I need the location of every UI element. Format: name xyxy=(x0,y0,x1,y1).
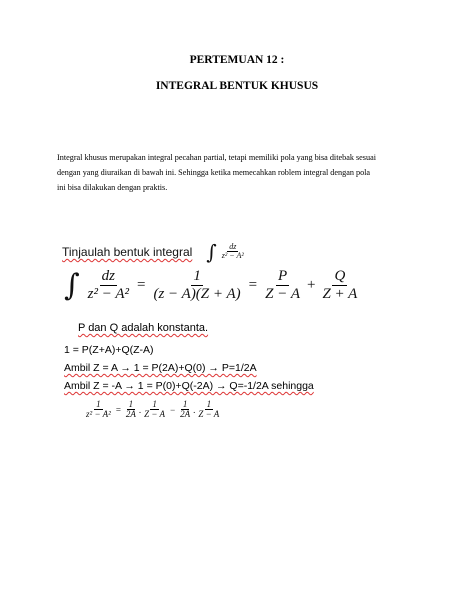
integral-sign: ∫ xyxy=(206,240,217,264)
integral-sign: ∫ xyxy=(64,268,80,303)
fraction-numerator: 1 xyxy=(206,399,212,409)
final-equation xyxy=(84,400,221,420)
p-fraction xyxy=(263,269,302,302)
equals-sign: = xyxy=(115,405,121,416)
tinjau-line xyxy=(62,240,246,264)
fraction-denominator: 2A xyxy=(125,409,136,420)
fraction-numerator: Q xyxy=(334,267,346,284)
coef-fraction xyxy=(124,400,138,420)
equation-line-1: 1 = P(Z+A)+Q(Z-A) xyxy=(64,344,154,356)
equation-line-2 xyxy=(64,362,257,374)
fraction-numerator: 1 xyxy=(193,267,201,284)
page-title: PERTEMUAN 12 : xyxy=(189,54,285,66)
fraction-denominator: z² − A² xyxy=(86,409,111,420)
dot-operator: . xyxy=(138,405,142,416)
q-fraction xyxy=(320,269,359,302)
page-subtitle: INTEGRAL BENTUK KHUSUS xyxy=(155,80,319,92)
main-equation xyxy=(64,268,359,303)
pq-constant-line xyxy=(78,322,208,334)
minus-sign: − xyxy=(170,405,176,416)
term-fraction xyxy=(196,400,221,420)
intro-line: dengan yang diuraikan di bawah ini. Sehingga ketika memecahkan roblem integral dengan pola xyxy=(57,168,371,178)
equals-sign: = xyxy=(248,277,258,293)
coef-fraction xyxy=(178,400,192,420)
line-text: Ambil Z = A → 1 = P(2A)+Q(0) → P=1/2A xyxy=(64,362,257,374)
equals-sign: = xyxy=(137,277,146,293)
term-fraction xyxy=(142,400,167,420)
fraction-denominator: Z − A xyxy=(198,409,220,420)
intro-line: ini bisa dilakukan dengan praktis. xyxy=(57,183,168,193)
fraction-numerator: 1 xyxy=(152,399,157,409)
dot-operator: . xyxy=(193,405,196,416)
lhs-fraction xyxy=(84,400,113,420)
equation-line-3 xyxy=(64,380,314,392)
fraction-denominator: z² − A² xyxy=(87,285,129,302)
fraction-numerator: dz xyxy=(229,241,237,251)
fraction-numerator: 1 xyxy=(96,399,101,409)
fraction-denominator: Z − A xyxy=(144,409,166,420)
intro-line: Integral khusus merupakan integral pecahan partial, tetapi memiliki pola yang bisa ditebak sesuai xyxy=(57,153,376,162)
fraction-denominator: Z − A xyxy=(265,285,300,302)
tinjau-label: Tinjaulah bentuk integral xyxy=(62,245,193,259)
fraction-denominator: (z − A)(Z + A) xyxy=(153,285,241,302)
fraction-numerator: 1 xyxy=(182,399,188,409)
fraction-numerator: P xyxy=(277,267,288,284)
line-text: Ambil Z = -A → 1 = P(0)+Q(-2A) → Q=-1/2A sehingga xyxy=(64,380,314,392)
fraction-denominator: 2A xyxy=(180,409,191,420)
plus-sign: + xyxy=(306,277,316,293)
fraction-denominator: Z + A xyxy=(322,285,358,302)
pq-text: P dan Q adalah konstanta. xyxy=(78,322,209,334)
tinjau-fraction xyxy=(220,243,246,261)
fraction-numerator: dz xyxy=(101,267,115,284)
intro-paragraph xyxy=(57,150,419,196)
fraction-numerator: 1 xyxy=(128,399,134,409)
fraction-denominator: z² − A² xyxy=(221,251,244,261)
lhs-fraction xyxy=(86,269,131,302)
mid-fraction xyxy=(151,269,242,302)
